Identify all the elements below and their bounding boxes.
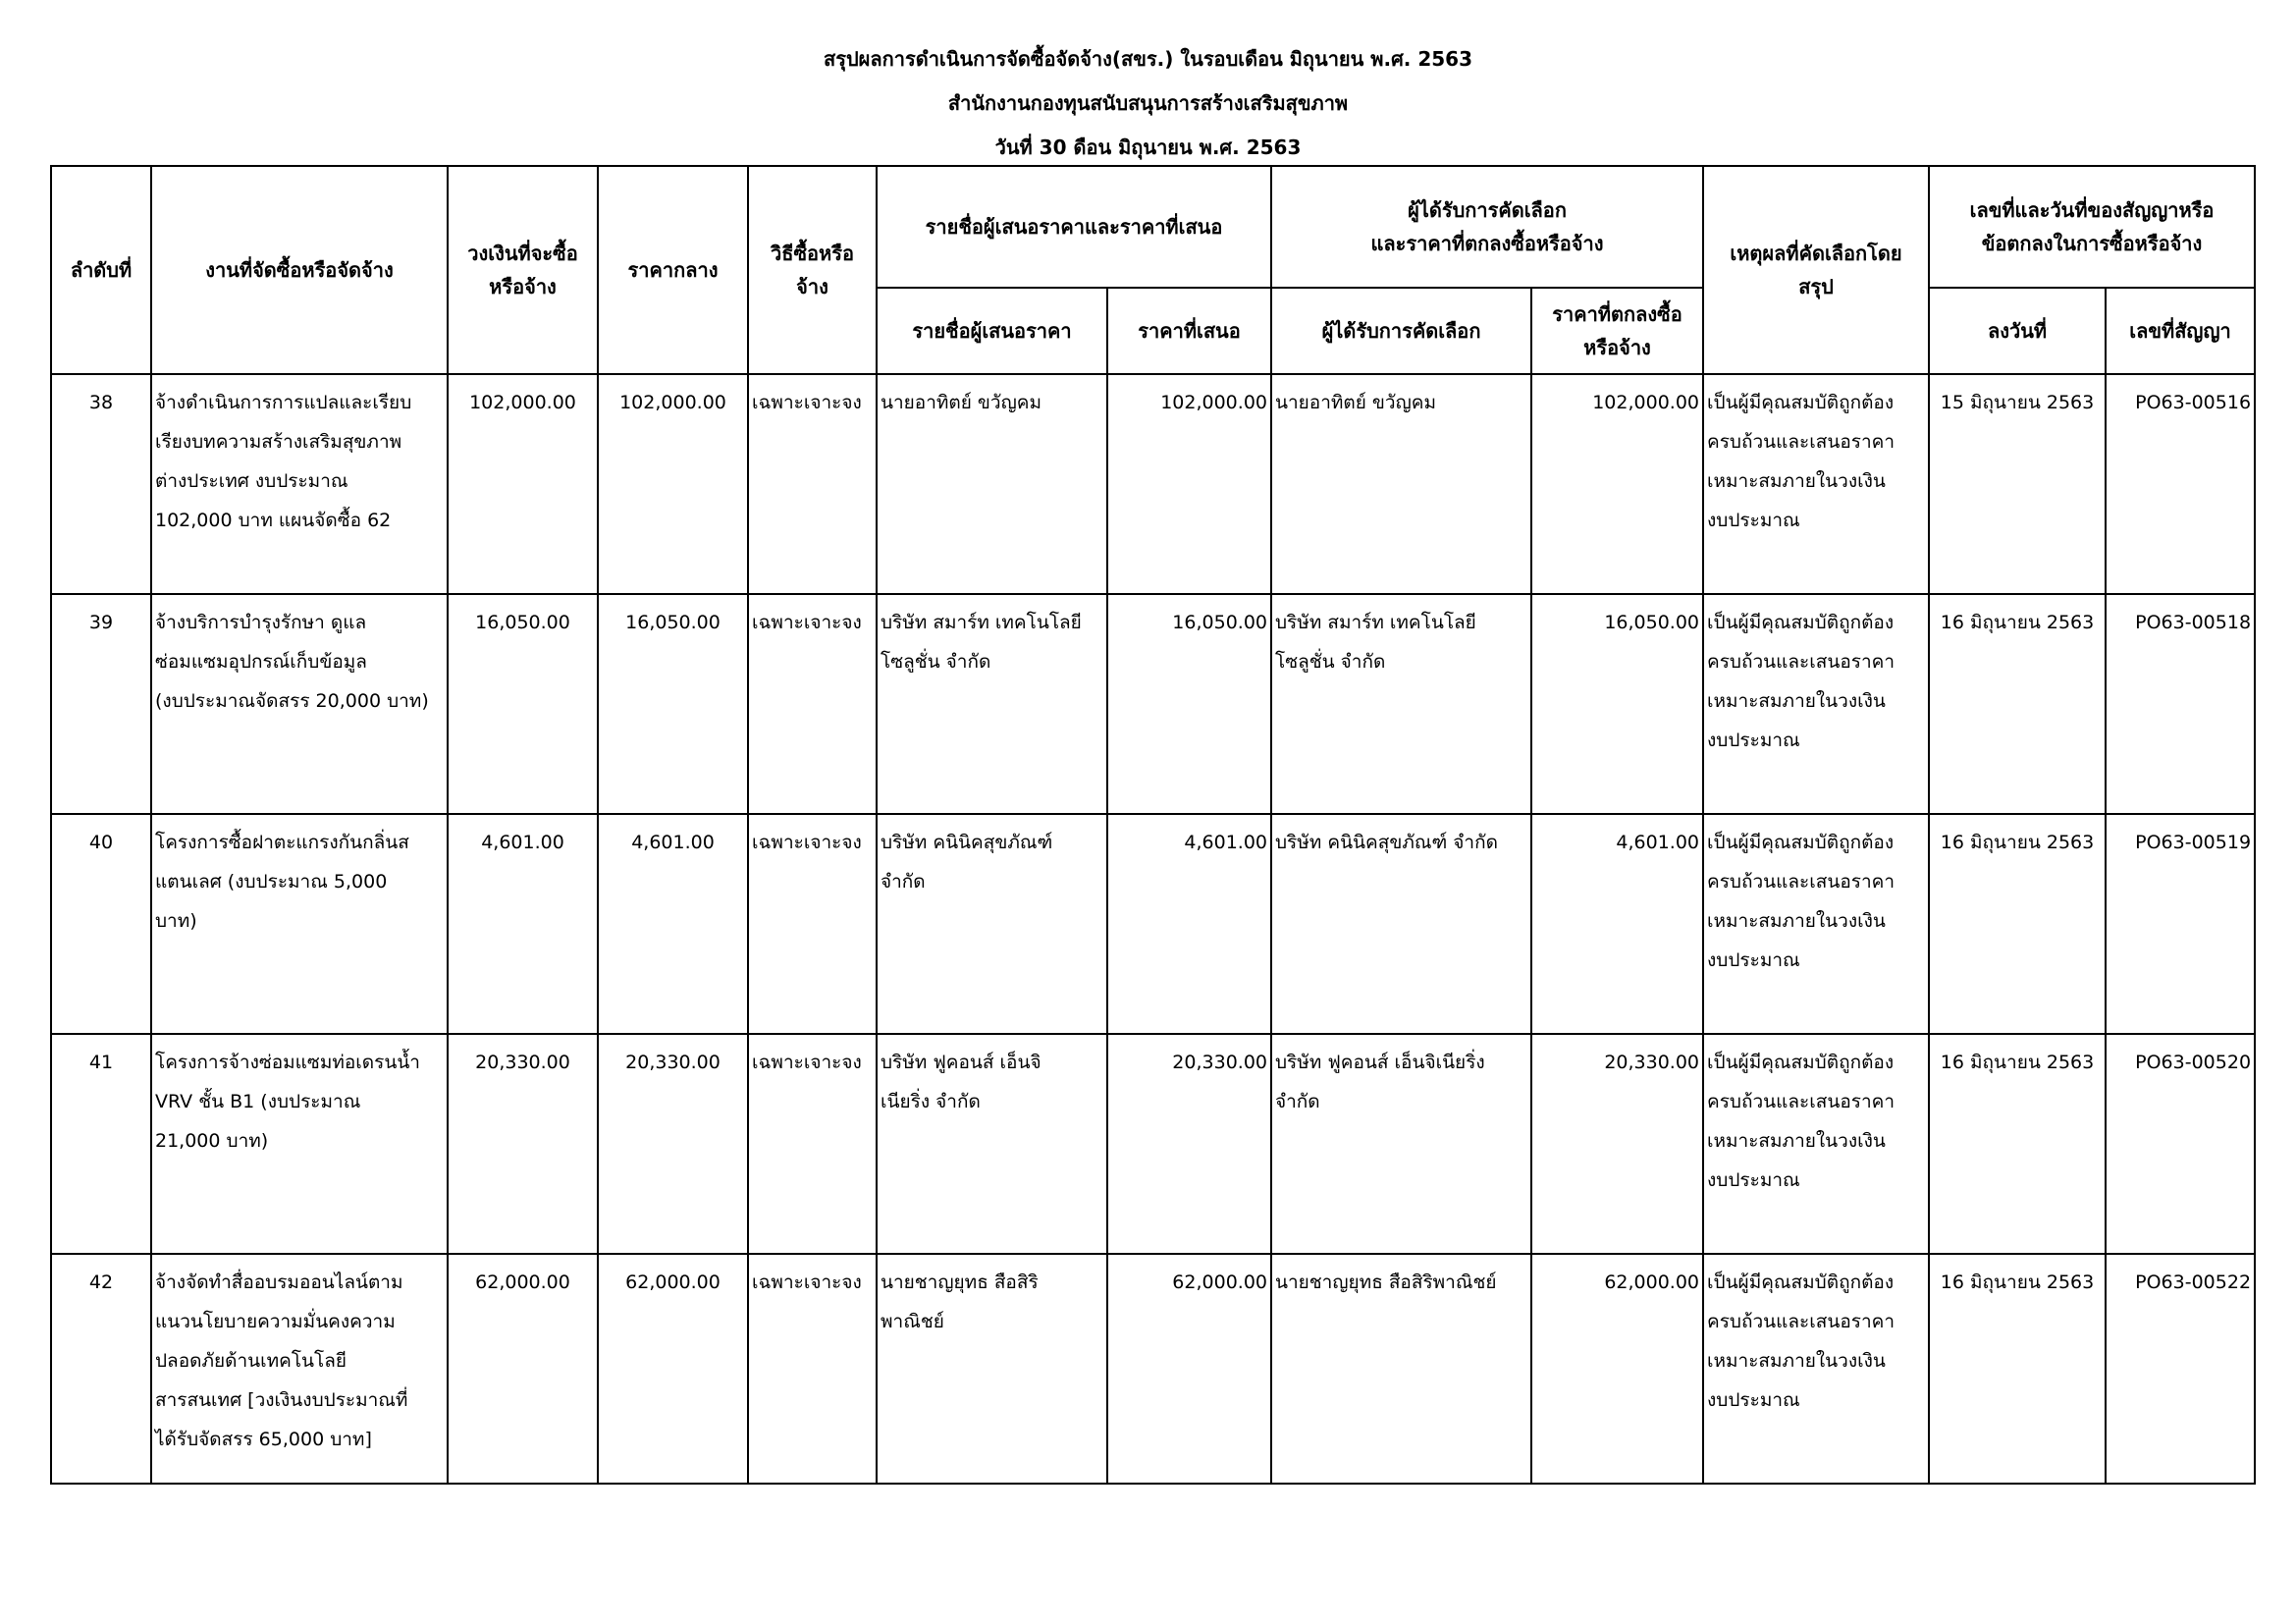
cell-agreed-price: 16,050.00: [1531, 594, 1703, 814]
header-bid-price: ราคาที่เสนอ: [1107, 288, 1271, 374]
cell-task: โครงการจ้างซ่อมแซมท่อเดรนน้ำ VRV ชั้น B1 (งบประมาณ 21,000 บาท): [151, 1034, 448, 1254]
cell-date: 15 มิถุนายน 2563: [1929, 374, 2106, 594]
cell-contract-no: PO63-00516: [2106, 374, 2255, 594]
cell-seq: 39: [51, 594, 151, 814]
table-row: [51, 374, 2255, 594]
cell-agreed-price: 102,000.00: [1531, 374, 1703, 594]
cell-selected: นายอาทิตย์ ขวัญคม: [1271, 374, 1531, 594]
cell-task: โครงการซื้อฝาตะแกรงกันกลิ่นส แตนเลศ (งบประมาณ 5,000 บาท): [151, 814, 448, 1034]
cell-seq: 42: [51, 1254, 151, 1484]
cell-budget: 16,050.00: [448, 594, 598, 814]
header-median-price: ราคากลาง: [598, 166, 748, 374]
agency-name: สำนักงานกองทุนสนับสนุนการสร้างเสริมสุขภาพ: [947, 91, 1349, 115]
procurement-table: [50, 165, 2256, 1485]
cell-median-price: 102,000.00: [598, 374, 748, 594]
table-row: [51, 1254, 2255, 1484]
cell-median-price: 62,000.00: [598, 1254, 748, 1484]
cell-bid-price: 20,330.00: [1107, 1034, 1271, 1254]
cell-seq: 41: [51, 1034, 151, 1254]
cell-reason: เป็นผู้มีคุณสมบัติถูกต้อง ครบถ้วนและเสนอราคา เหมาะสมภายในวงเงิน งบประมาณ: [1703, 814, 1929, 1034]
document-header: [0, 37, 2296, 170]
header-reason: เหตุผลที่คัดเลือกโดย สรุป: [1703, 166, 1929, 374]
cell-contract-no: PO63-00522: [2106, 1254, 2255, 1484]
cell-agreed-price: 20,330.00: [1531, 1034, 1703, 1254]
cell-seq: 40: [51, 814, 151, 1034]
cell-selected: นายชาญยุทธ สือสิริพาณิชย์: [1271, 1254, 1531, 1484]
cell-reason: เป็นผู้มีคุณสมบัติถูกต้อง ครบถ้วนและเสนอราคา เหมาะสมภายในวงเงิน งบประมาณ: [1703, 1254, 1929, 1484]
cell-method: เฉพาะเจาะจง: [748, 374, 877, 594]
cell-method: เฉพาะเจาะจง: [748, 594, 877, 814]
cell-median-price: 4,601.00: [598, 814, 748, 1034]
cell-selected: บริษัท สมาร์ท เทคโนโลยี โซลูชั่น จำกัด: [1271, 594, 1531, 814]
header-bidder: รายชื่อผู้เสนอราคา: [877, 288, 1107, 374]
cell-date: 16 มิถุนายน 2563: [1929, 1034, 2106, 1254]
table-header: [51, 166, 2255, 374]
header-selected-group: ผู้ได้รับการคัดเลือก และราคาที่ตกลงซื้อหรือจ้าง: [1271, 166, 1703, 288]
report-title: สรุปผลการดำเนินการจัดซื้อจัดจ้าง(สขร.) ในรอบเดือน มิถุนายน พ.ศ. 2563: [824, 47, 1472, 71]
header-selected: ผู้ได้รับการคัดเลือก: [1271, 288, 1531, 374]
table-row: [51, 814, 2255, 1034]
cell-bid-price: 62,000.00: [1107, 1254, 1271, 1484]
cell-date: 16 มิถุนายน 2563: [1929, 1254, 2106, 1484]
cell-date: 16 มิถุนายน 2563: [1929, 594, 2106, 814]
cell-bidder: นายอาทิตย์ ขวัญคม: [877, 374, 1107, 594]
cell-method: เฉพาะเจาะจง: [748, 814, 877, 1034]
cell-agreed-price: 4,601.00: [1531, 814, 1703, 1034]
cell-bidder: บริษัท ฟูคอนส์ เอ็นจิ เนียริ่ง จำกัด: [877, 1034, 1107, 1254]
cell-method: เฉพาะเจาะจง: [748, 1034, 877, 1254]
cell-bid-price: 4,601.00: [1107, 814, 1271, 1034]
cell-task: จ้างบริการบำรุงรักษา ดูแล ซ่อมแซมอุปกรณ์เก็บข้อมูล (งบประมาณจัดสรร 20,000 บาท): [151, 594, 448, 814]
cell-contract-no: PO63-00518: [2106, 594, 2255, 814]
cell-reason: เป็นผู้มีคุณสมบัติถูกต้อง ครบถ้วนและเสนอราคา เหมาะสมภายในวงเงิน งบประมาณ: [1703, 1034, 1929, 1254]
report-date: วันที่ 30 ดือน มิถุนายน พ.ศ. 2563: [994, 135, 1302, 159]
cell-reason: เป็นผู้มีคุณสมบัติถูกต้อง ครบถ้วนและเสนอราคา เหมาะสมภายในวงเงิน งบประมาณ: [1703, 374, 1929, 594]
header-contract-no: เลขที่สัญญา: [2106, 288, 2255, 374]
header-bidders-group: รายชื่อผู้เสนอราคาและราคาที่เสนอ: [877, 166, 1271, 288]
header-method: วิธีซื้อหรือ จ้าง: [748, 166, 877, 374]
cell-method: เฉพาะเจาะจง: [748, 1254, 877, 1484]
cell-budget: 4,601.00: [448, 814, 598, 1034]
cell-median-price: 16,050.00: [598, 594, 748, 814]
cell-date: 16 มิถุนายน 2563: [1929, 814, 2106, 1034]
table-body: [51, 374, 2255, 1484]
cell-budget: 62,000.00: [448, 1254, 598, 1484]
cell-selected: บริษัท ฟูคอนส์ เอ็นจิเนียริ่ง จำกัด: [1271, 1034, 1531, 1254]
cell-seq: 38: [51, 374, 151, 594]
cell-bid-price: 16,050.00: [1107, 594, 1271, 814]
cell-bidder: บริษัท สมาร์ท เทคโนโลยี โซลูชั่น จำกัด: [877, 594, 1107, 814]
cell-selected: บริษัท คนินิคสุขภัณฑ์ จำกัด: [1271, 814, 1531, 1034]
cell-bidder: นายชาญยุทธ สือสิริ พาณิชย์: [877, 1254, 1107, 1484]
header-seq: ลำดับที่: [51, 166, 151, 374]
cell-contract-no: PO63-00520: [2106, 1034, 2255, 1254]
cell-budget: 20,330.00: [448, 1034, 598, 1254]
cell-budget: 102,000.00: [448, 374, 598, 594]
cell-contract-no: PO63-00519: [2106, 814, 2255, 1034]
cell-task: จ้างจัดทำสื่ออบรมออนไลน์ตาม แนวนโยบายความมั่นคงความ ปลอดภัยด้านเทคโนโลยี สารสนเทศ [วงเงินงบประมาณที่ ได้รับจัดสรร 65,000 บาท]: [151, 1254, 448, 1484]
header-contract-group: เลขที่และวันที่ของสัญญาหรือ ข้อตกลงในการซื้อหรือจ้าง: [1929, 166, 2255, 288]
cell-reason: เป็นผู้มีคุณสมบัติถูกต้อง ครบถ้วนและเสนอราคา เหมาะสมภายในวงเงิน งบประมาณ: [1703, 594, 1929, 814]
header-budget: วงเงินที่จะซื้อ หรือจ้าง: [448, 166, 598, 374]
header-task: งานที่จัดซื้อหรือจัดจ้าง: [151, 166, 448, 374]
cell-bidder: บริษัท คนินิคสุขภัณฑ์ จำกัด: [877, 814, 1107, 1034]
table-row: [51, 1034, 2255, 1254]
table-row: [51, 594, 2255, 814]
header-date: ลงวันที่: [1929, 288, 2106, 374]
cell-median-price: 20,330.00: [598, 1034, 748, 1254]
cell-bid-price: 102,000.00: [1107, 374, 1271, 594]
cell-task: จ้างดำเนินการการแปลและเรียบ เรียงบทความสร้างเสริมสุขภาพ ต่างประเทศ งบประมาณ 102,000 บาท แผนจัดซื้อ 62: [151, 374, 448, 594]
cell-agreed-price: 62,000.00: [1531, 1254, 1703, 1484]
header-agreed-price: ราคาที่ตกลงซื้อ หรือจ้าง: [1531, 288, 1703, 374]
